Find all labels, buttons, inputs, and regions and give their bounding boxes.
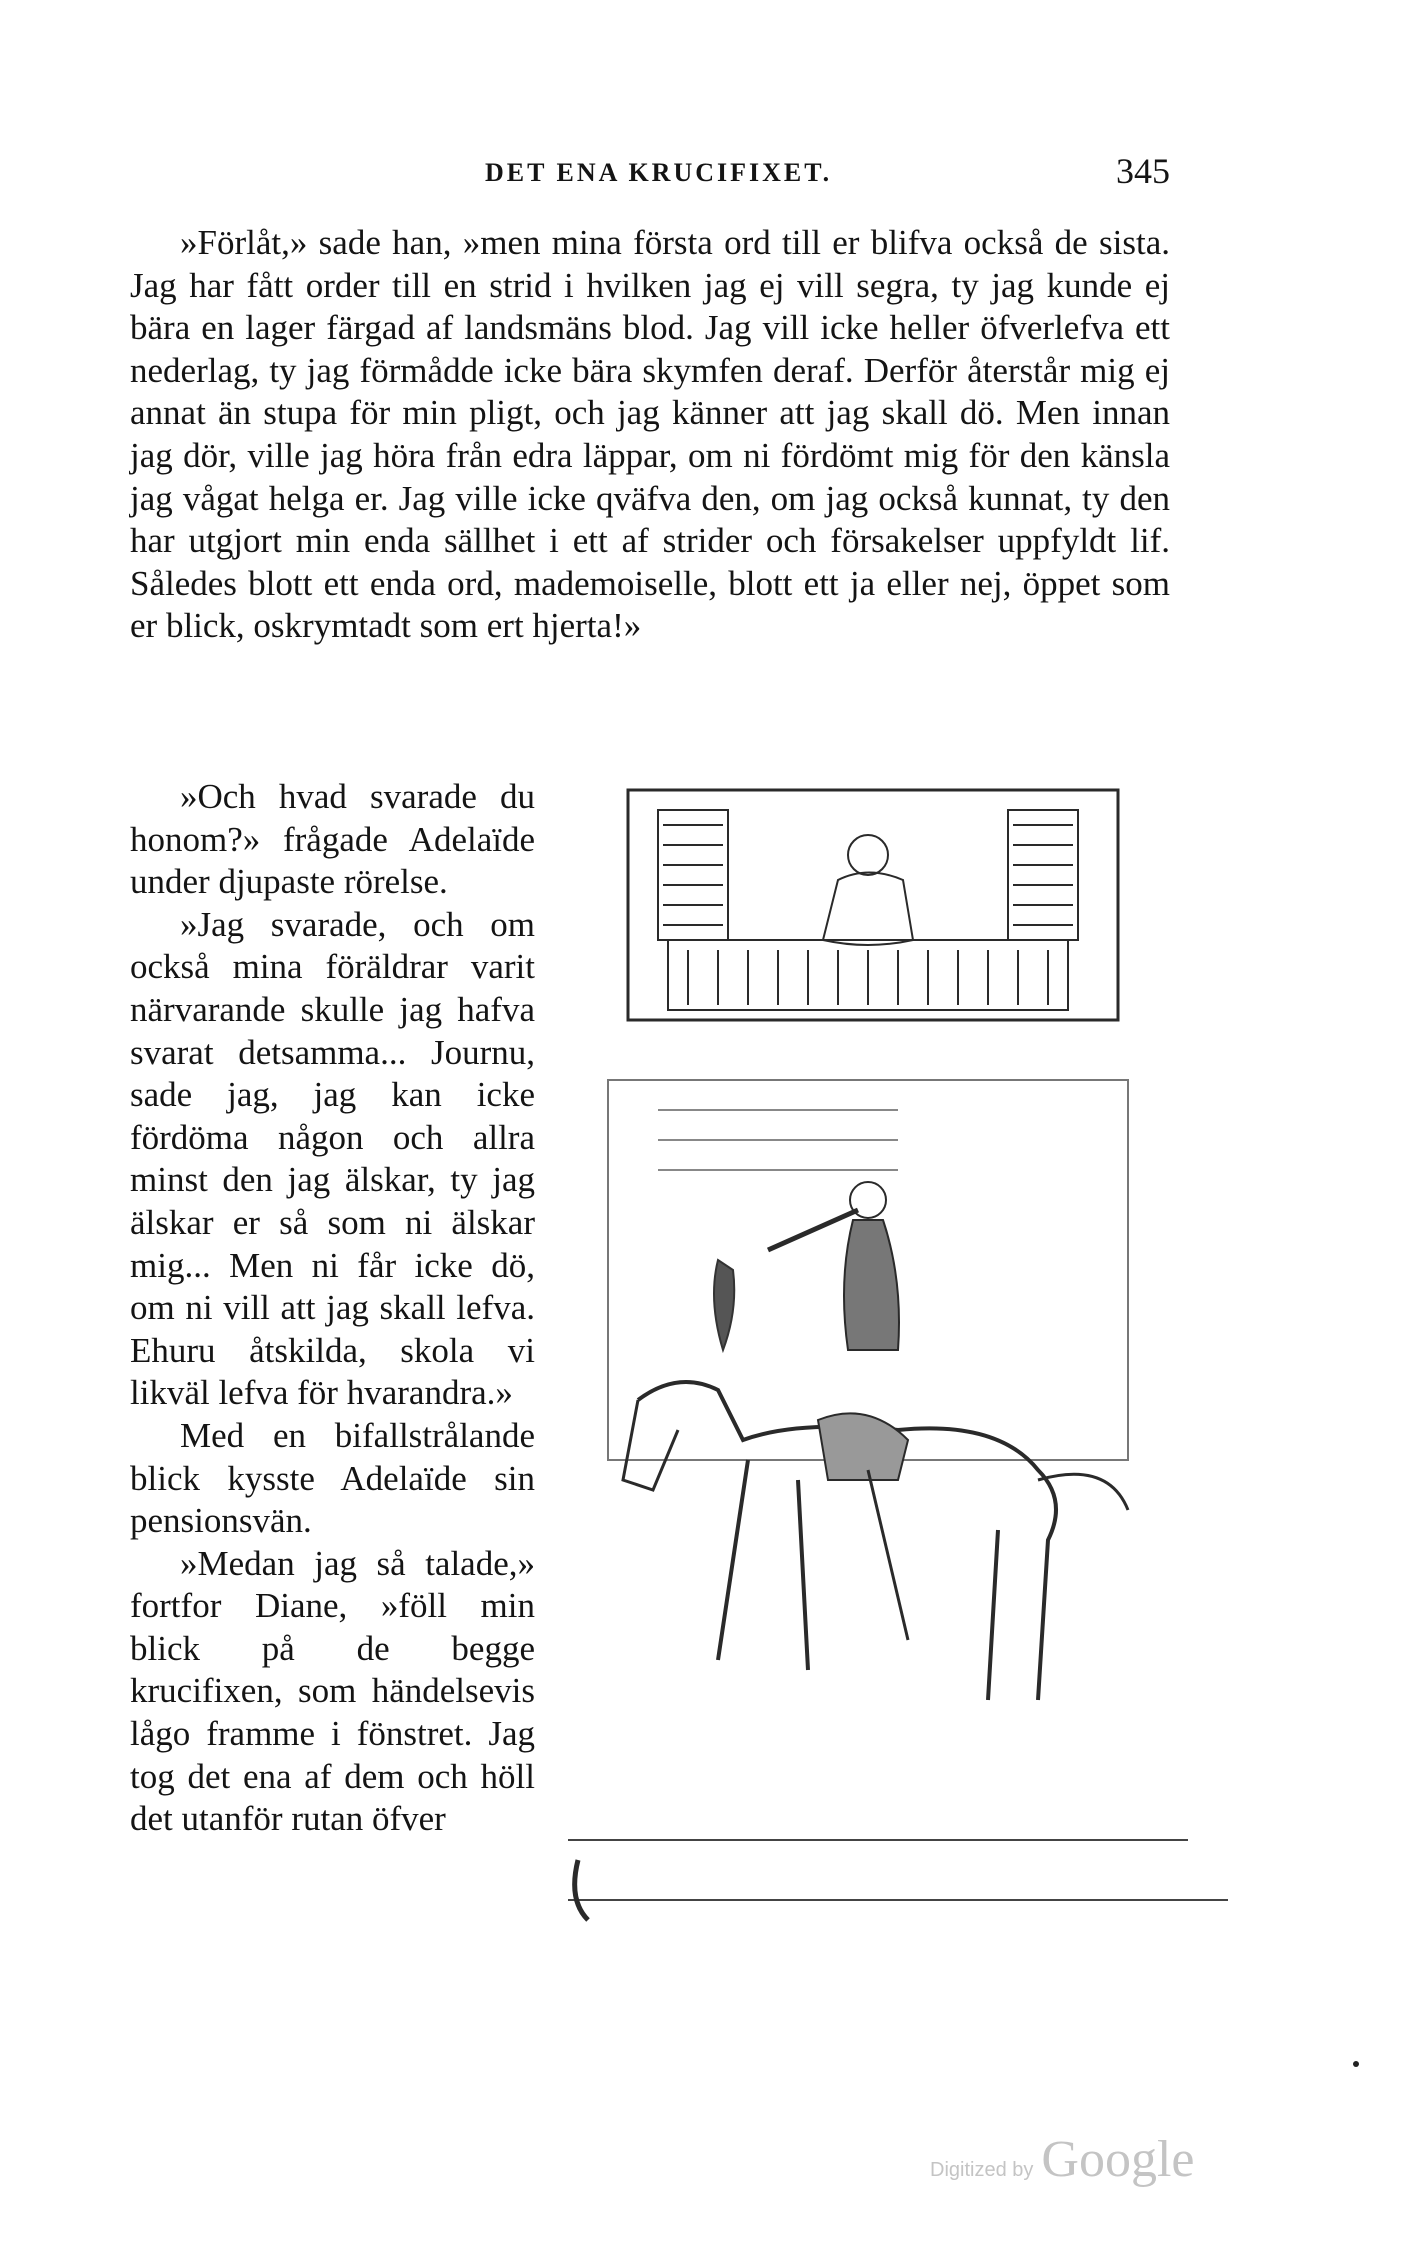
page-number: 345 [1116, 151, 1170, 191]
paragraph: »Medan jag så talade,» fortfor Diane, »föll min blick på de begge krucifixen, som händelsevis lågo framme i fönstret. Jag tog det ena af dem och höll det utanför rutan öfver [130, 1543, 535, 1839]
running-head: DET ENA KRUCIFIXET. [485, 158, 833, 187]
paragraph: »Jag svarade, och om också mina föräldrar varit närvarande skulle jag hafva svarat detsamma... Journu, sade jag, jag kan icke fördöma någon och allra minst den jag älskar, ty jag älskar er så som ni älskar mig... Men ni får icke dö, om ni vill att jag skall lefva. Ehuru åtskilda, skola vi likväl lefva för hvarandra.» [130, 904, 535, 1413]
digitized-watermark [930, 2130, 1194, 2190]
narrow-column [130, 776, 535, 1841]
paragraph: »Förlåt,» sade han, »men mina första ord till er blifva också de sista. Jag har fått order till en strid i hvilken jag ej vill segra, ty jag kunde ej bära en lager färgad af landsmäns blod. Jag vill icke heller öfverlefva ett nederlag, ty jag förmådde icke bära skymfen deraf. Derför återstår mig ej annat än stupa för min pligt, och jag känner att jag skall dö. Men innan jag dör, ville jag höra från edra läppar, om ni fördömt mig för den känsla jag vågat helga er. Jag ville icke qväfva den, om jag också kunnat, ty den har utgjort min enda sällhet i ett af strider och försakelser uppfyldt lif. Således blott ett enda ord, mademoiselle, blott ett ja eller nej, öppet som er blick, oskrymtadt som ert hjerta!» [130, 223, 1170, 646]
page-header [130, 150, 1170, 200]
paragraph: Med en bifallstrålande blick kysste Adelaïde sin pensionsvän. [130, 1415, 535, 1541]
google-logo: Google [1041, 2131, 1195, 2188]
margin-dot [1353, 2061, 1359, 2067]
watermark-prefix: Digitized by [930, 2159, 1034, 2181]
engraving-illustration [568, 780, 1268, 2000]
paragraph: »Och hvad svarade du honom?» frågade Adelaïde under djupaste rörelse. [130, 777, 535, 902]
body-text [130, 222, 1170, 648]
